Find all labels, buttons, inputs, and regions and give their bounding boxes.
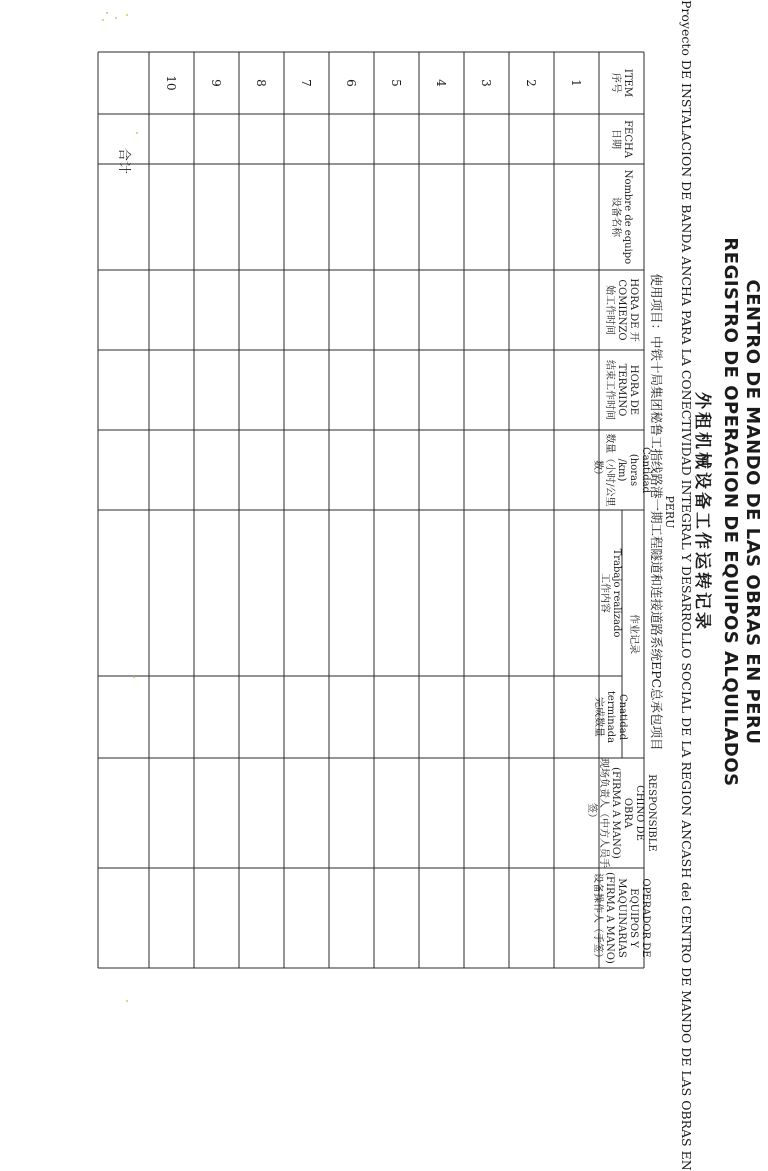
title-line-1: CENTRO DE MANDO DE LAS OBRAS EN PERU [742,279,763,745]
total-label: 合计 [116,147,132,174]
title-line-2: REGISTRO DE OPERACION DE EQUIPOS ALQUILADOS [720,237,741,787]
row-number: 6 [344,79,359,87]
col-header-operador: OPERADOR DE EQUIPOS Y MAQUINARIAS (FIRMA A MANO) 设备操作人（手签） [592,872,652,964]
scan-speck [126,1000,128,1002]
project-line-chinese: 使用项目：中铁十局集团秘鲁工指线路港一期工程隧道和连接道路系统EPC总承包项目 [649,273,664,751]
col-header-terminada: Cnatidad terminada 完成数量 [593,690,629,744]
col-header-responsable: RESPONSIBLE CHINO DE OBRA (FIRMA A MANO) 现场负责人（中方人员手 签） [586,758,658,868]
scan-speck [102,19,104,21]
col-header-fecha: FECHA 日期 [610,120,634,158]
project-line: Proyecto DE INSTALACION DE BANDA ANCHA PARA LA CONECTIVIDAD INTEGRAL Y DESARROLLO SOCIAL DE LA REGION ANCASH del CENTRO DE MANDO DE LAS OBRAS EN [679,0,694,1171]
col-header-cantidad: Cantidad (horas /km) 数量（小时/公里 数） [592,433,652,507]
scan-speck [106,12,108,14]
scan-speck [126,14,128,16]
scan-speck [136,132,138,134]
project-line-continued: PERU [663,495,676,529]
col-header-termino: HORA DE TERMINO 结束工作时间 [604,360,640,420]
row-number: 3 [479,79,494,87]
scan-speck [133,676,135,678]
scan-speck [115,17,117,19]
col-header-trabajo: Trabajo realizado 工作内容 [599,548,623,638]
row-number: 5 [389,79,404,87]
row-number: 2 [524,79,539,87]
title-line-chinese: 外租机械设备工作运转记录 [692,392,712,632]
col-header-work-record: 作业记录 [628,614,639,654]
row-number: 7 [299,79,314,87]
col-header-item: ITEM 序号 [610,68,634,98]
row-number: 9 [209,79,224,87]
row-number: 10 [164,75,179,91]
row-number: 8 [254,79,269,87]
row-number: 1 [569,79,584,87]
col-header-comienzo: HORA DE 开 COMIENZO 始工作时间 [604,278,640,342]
row-number: 4 [434,79,449,87]
col-header-equipo: Nombre de equipo 设备名称 [610,169,634,265]
